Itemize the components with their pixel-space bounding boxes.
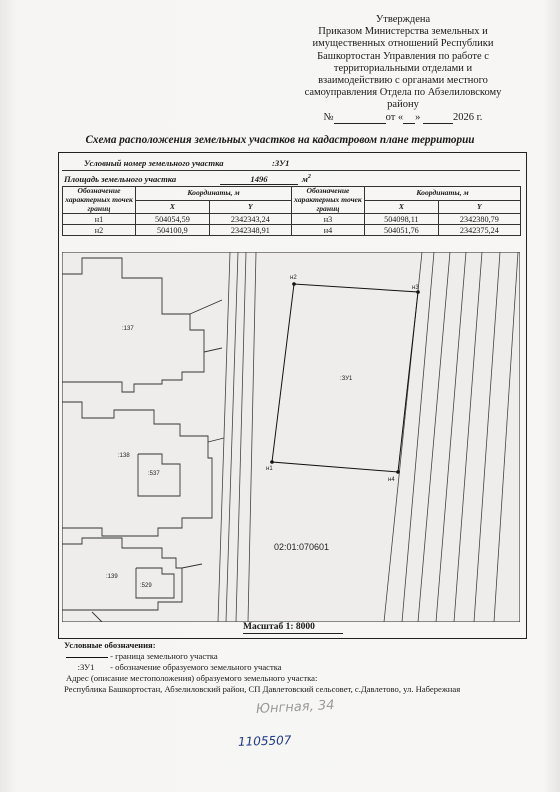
parcel-area-value: 1496 [220, 174, 298, 185]
label-zu1: :ЗУ1 [340, 376, 353, 382]
approval-line: самоуправления Отдела по Абзелиловскому [304, 87, 502, 99]
coords-header: Координаты, м [136, 187, 292, 201]
label-parcel-529: :529 [140, 583, 152, 589]
point-header: Обозначение характерных точек границ [291, 187, 364, 214]
from-label: от « [385, 111, 404, 123]
day-separator: » [415, 111, 421, 123]
point-header: Обозначение характерных точек границ [63, 187, 136, 214]
approval-line: взаимодействию с органами местного [318, 75, 488, 87]
x-value: 504054,59 [136, 214, 210, 225]
point-n4 [396, 470, 400, 474]
approval-line: Приказом Министерства земельных и [318, 26, 488, 38]
approval-line: району [387, 99, 419, 111]
label-n1: н1 [266, 466, 273, 472]
label-n4: н4 [388, 477, 395, 483]
number-sign: № [323, 111, 334, 123]
legend [64, 640, 460, 695]
document-title: Схема расположения земельных участков на кадастровом плане территории [85, 134, 475, 146]
approval-line: Башкортостан Управления по работе с [317, 50, 489, 62]
table-row [63, 214, 521, 225]
parcel-id-value: :ЗУ1 [272, 158, 290, 168]
y-header: Y [209, 200, 291, 214]
point-n2 [292, 282, 296, 286]
x-value: 504100,9 [136, 225, 210, 236]
parcel-id-label: Условный номер земельного участка [84, 158, 224, 168]
parcel-info [62, 156, 520, 186]
quarter-number: 02:01:070601 [274, 542, 330, 552]
boundary-line-sample [66, 657, 108, 658]
y-value: 2342343,24 [209, 214, 291, 225]
table-row [63, 225, 521, 236]
label-parcel-138: :138 [118, 453, 130, 459]
legend-title: Условные обозначения: [64, 640, 156, 650]
parcel-area-unit: $м^2$ [302, 174, 311, 184]
label-n3: н3 [412, 285, 419, 291]
month-blank [423, 123, 453, 124]
address-label: Адрес (описание местоположения) образуемого земельного участка: [66, 673, 318, 683]
y-header: Y [438, 200, 520, 214]
coords-header: Координаты, м [364, 187, 520, 201]
x-header: X [136, 200, 210, 214]
x-header: X [364, 200, 438, 214]
y-value: 2342375,24 [438, 225, 520, 236]
day-blank [403, 123, 415, 124]
legend-zu: :ЗУ1 - обозначение образуемого земельного участка [64, 662, 460, 673]
y-value: 2342348,91 [209, 225, 291, 236]
approval-line: территориальными отделами и [333, 62, 473, 74]
label-n2: н2 [290, 275, 297, 281]
address-value: Республика Башкортостан, Абзелиловский район, СП Давлетовский сельсовет, с.Давлетово, ул. Набережная [64, 684, 461, 694]
point-name: н4 [291, 225, 364, 236]
approval-line: Утверждена [375, 14, 431, 25]
x-value: 504098,11 [364, 214, 438, 225]
number-blank [334, 123, 386, 124]
zu-symbol: :ЗУ1 [77, 662, 95, 672]
label-parcel-537: :537 [148, 471, 160, 477]
label-parcel-139: :139 [106, 574, 118, 580]
label-parcel-137: :137 [122, 326, 134, 332]
point-name: н2 [63, 225, 136, 236]
approval-block [288, 14, 518, 124]
cadastral-map [62, 252, 520, 622]
point-name: н1 [63, 214, 136, 225]
point-n1 [270, 460, 274, 464]
point-name: н3 [291, 214, 364, 225]
coordinates-table [62, 186, 521, 236]
year-text: 2026 г. [453, 111, 483, 123]
scale-label: Масштаб 1: 8000 [243, 622, 343, 634]
x-value: 504051,76 [364, 225, 438, 236]
legend-boundary: - граница земельного участка [64, 651, 460, 662]
y-value: 2342380,79 [438, 214, 520, 225]
handwritten-street: Юнгная, 34 [255, 697, 335, 718]
approval-line: имущественных отношений Республики [312, 38, 494, 50]
parcel-area-label: Площадь земельного участка [64, 174, 177, 184]
approval-number-line [288, 112, 518, 124]
handwritten-number: 1105507 [237, 733, 292, 749]
